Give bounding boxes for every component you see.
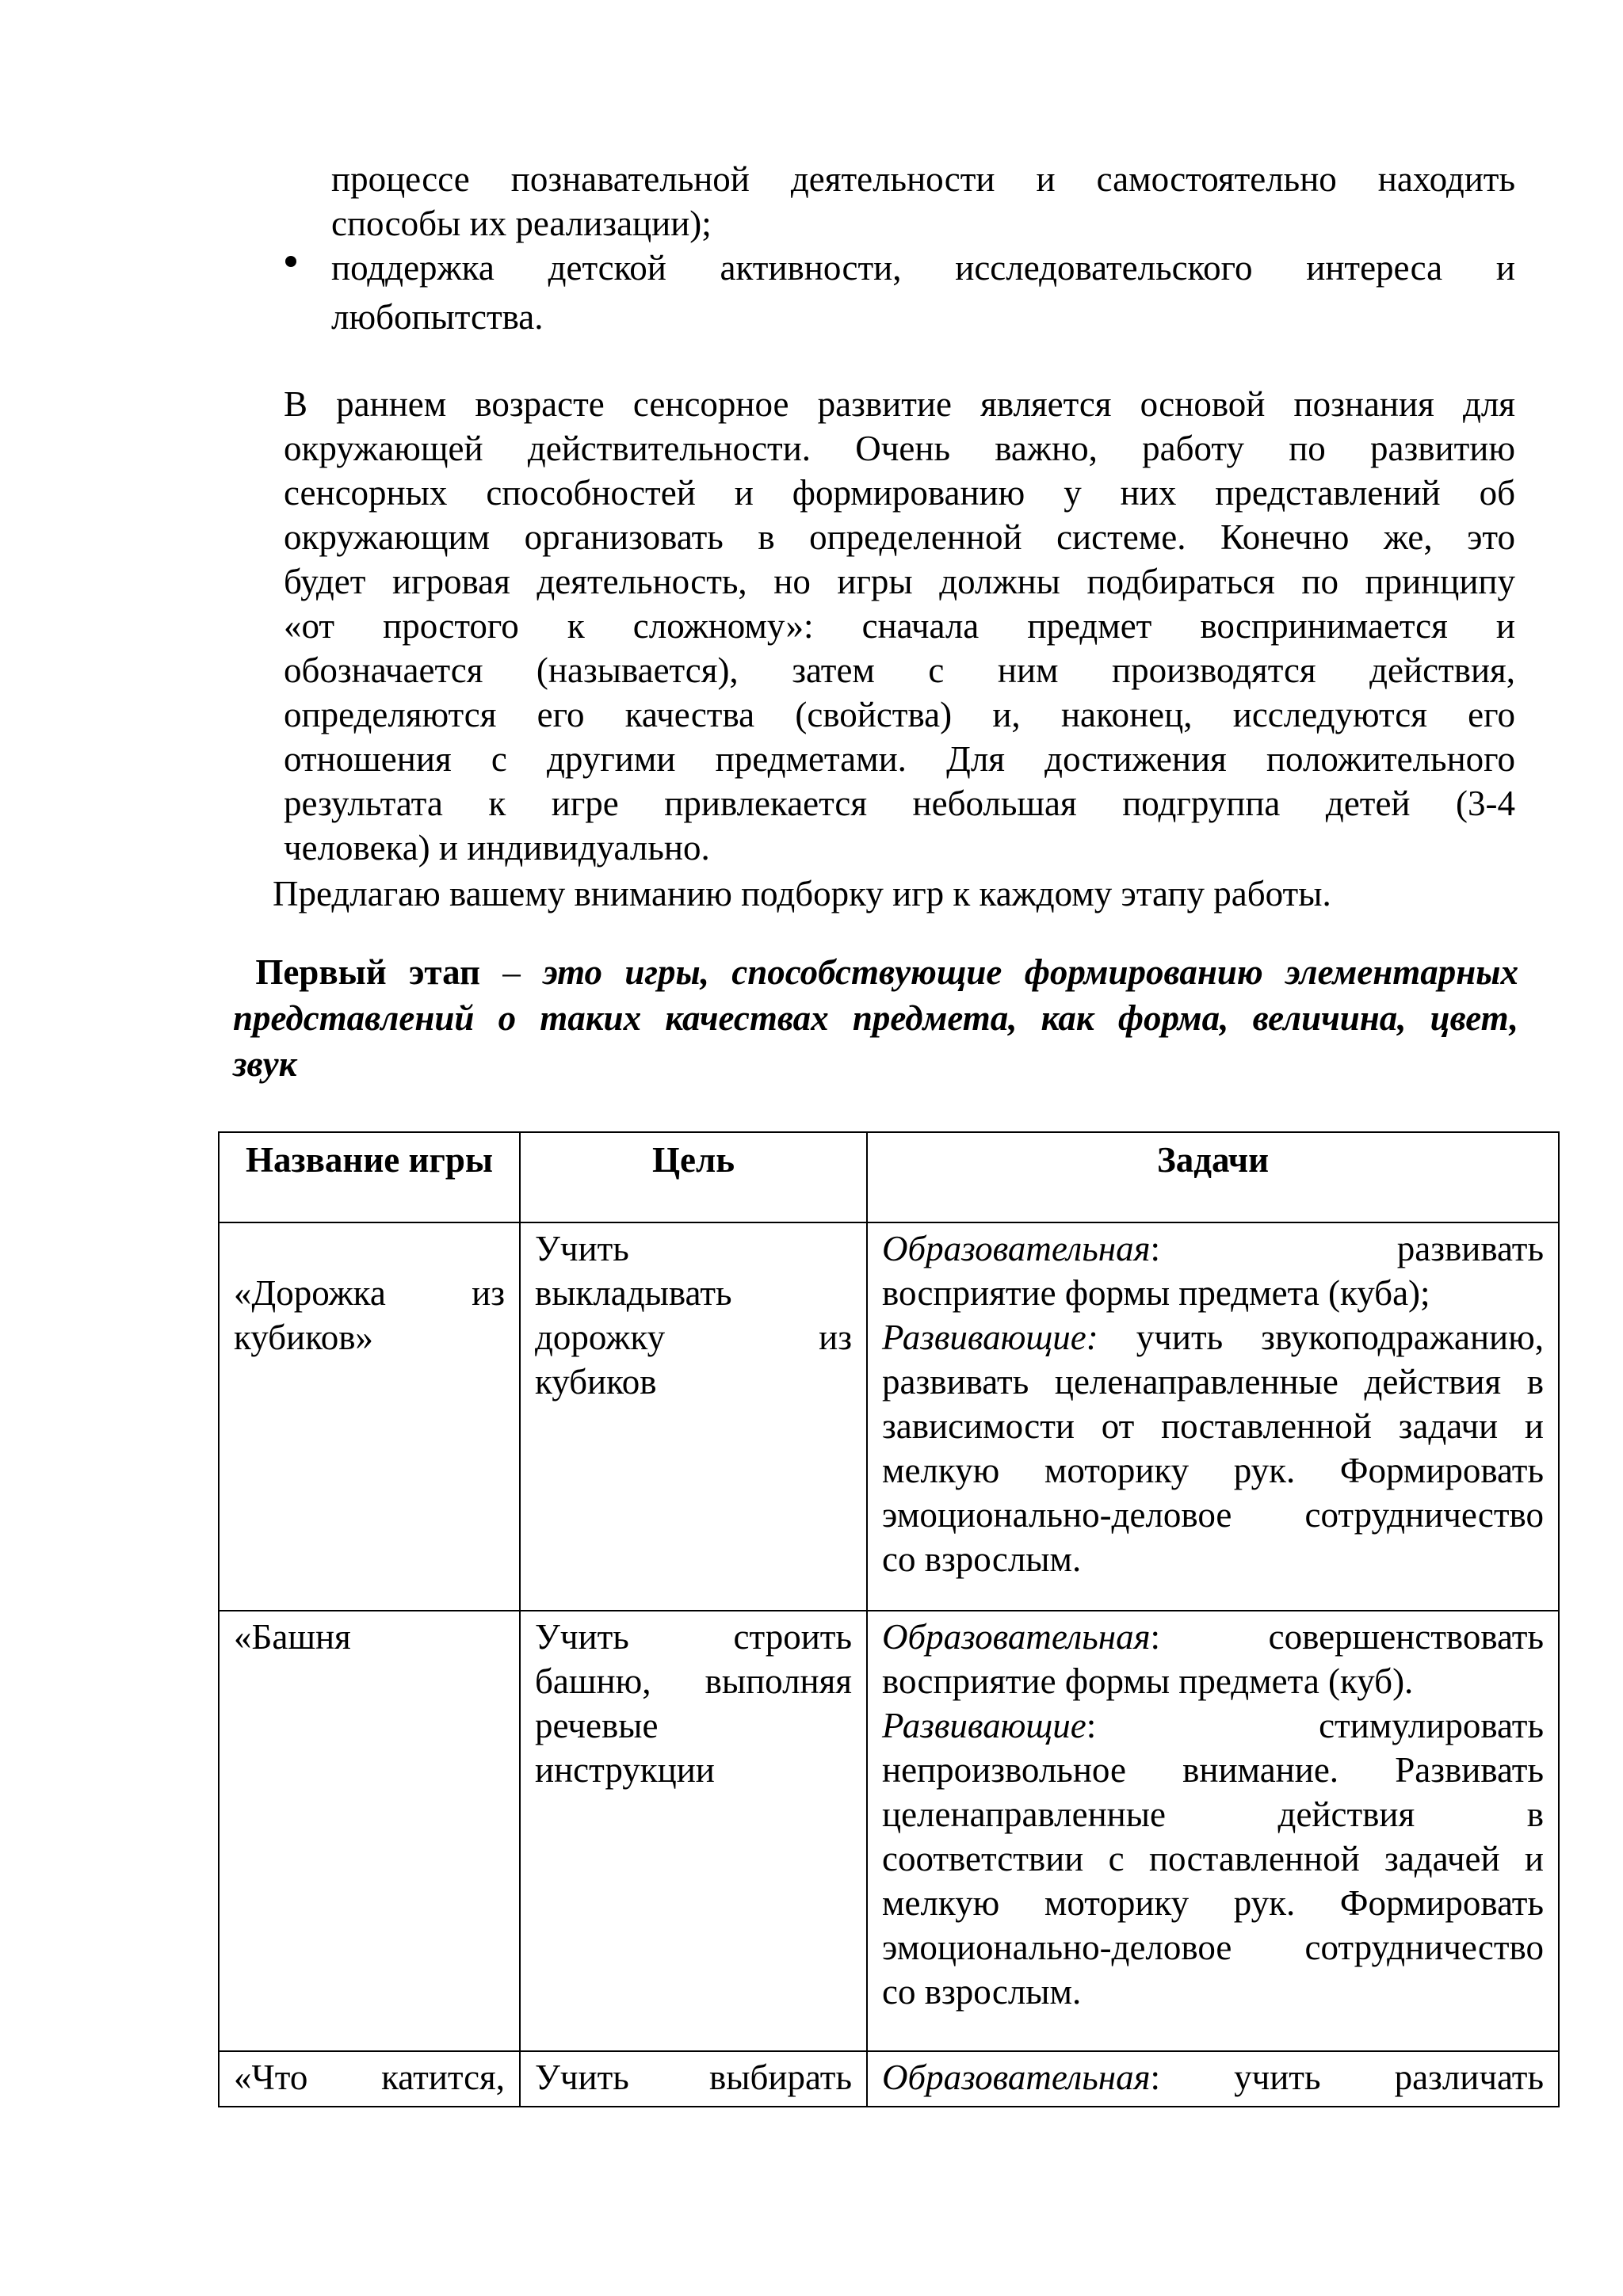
game-name-cell: [219, 1611, 520, 2051]
goal-line: Учить строить: [535, 1617, 852, 1657]
tasks-line: мелкую моторику рук. Формировать: [882, 1451, 1544, 1490]
game-name-line: «Дорожка из: [234, 1273, 505, 1313]
offer-sentence: Предлагаю вашему вниманию подборку игр к каждому этапу работы.: [273, 874, 1331, 913]
tasks-text: учить звукоподражанию,: [1098, 1318, 1544, 1357]
tasks-line: [882, 1315, 1544, 1360]
goal-line: башню, выполняя: [535, 1661, 852, 1701]
developmental-label: Развивающие: [882, 1706, 1086, 1745]
educational-label: Образовательная: [882, 1617, 1151, 1657]
stage-desc: это игры, способствующие формированию элементарных: [543, 952, 1518, 992]
intro-line-1: процессе познавательной деятельности и самостоятельно находить: [331, 159, 1515, 199]
paragraph-line: сенсорных способностей и формированию у них представлений об: [284, 473, 1515, 513]
goal-cell: [520, 2051, 867, 2107]
tasks-line: со взрослым.: [882, 1539, 1082, 1579]
tasks-cell: [867, 1222, 1559, 1611]
tasks-line: [882, 1615, 1544, 1659]
tasks-text: : стимулировать: [1086, 1706, 1544, 1745]
game-name-line: «Что катится,: [234, 2058, 505, 2097]
tasks-text: : развивать: [1150, 1229, 1544, 1268]
header-game-name: Название игры: [219, 1132, 520, 1222]
bullet-line-1: поддержка детской активности, исследовательского интереса и: [331, 248, 1515, 288]
bullet-line-2: любопытства.: [331, 297, 544, 337]
paragraph-line: В раннем возрасте сенсорное развитие является основой познания для: [284, 384, 1515, 424]
paragraph-line: будет игровая деятельность, но игры должны подбираться по принципу: [284, 562, 1515, 601]
tasks-line: непроизвольное внимание. Развивать: [882, 1750, 1544, 1790]
tasks-line: мелкую моторику рук. Формировать: [882, 1883, 1544, 1923]
tasks-line: развивать целенаправленные действия в: [882, 1362, 1544, 1402]
header-goal: Цель: [520, 1132, 867, 1222]
developmental-label: Развивающие:: [882, 1318, 1098, 1357]
educational-label: Образовательная: [882, 2058, 1151, 2097]
games-table: [218, 1131, 1560, 2107]
tasks-line: целенаправленные действия в: [882, 1794, 1544, 1834]
educational-label: Образовательная: [882, 1229, 1151, 1268]
tasks-cell: [867, 2051, 1559, 2107]
paragraph-line: отношения с другими предметами. Для достижения положительного: [284, 739, 1515, 779]
paragraph-line: результата к игре привлекается небольшая подгруппа детей (3-4: [284, 784, 1515, 823]
game-name-cell: [219, 2051, 520, 2107]
tasks-line: [882, 2055, 1544, 2100]
paragraph-line: окружающей действительности. Очень важно, работу по развитию: [284, 429, 1515, 468]
stage-dash: –: [479, 952, 544, 992]
header-tasks: Задачи: [867, 1132, 1559, 1222]
stage-heading-line-3: звук: [233, 1044, 297, 1084]
paragraph-line: человека) и индивидуально.: [284, 828, 710, 868]
goal-line: речевые: [535, 1706, 659, 1745]
table-row: [219, 1611, 1559, 2051]
tasks-text: : учить различать: [1150, 2058, 1544, 2097]
tasks-text: : совершенствовать: [1150, 1617, 1544, 1657]
goal-cell: [520, 1611, 867, 2051]
tasks-line: соответствии с поставленной задачей и: [882, 1839, 1544, 1878]
intro-line-2: способы их реализации);: [331, 204, 712, 243]
tasks-line: [882, 1226, 1544, 1271]
table-header-row: [219, 1132, 1559, 1222]
paragraph-line: определяются его качества (свойства) и, наконец, исследуются его: [284, 695, 1515, 734]
tasks-line: восприятие формы предмета (куб).: [882, 1661, 1414, 1701]
stage-heading-line-1: [233, 949, 1518, 995]
tasks-line: [882, 1703, 1544, 1748]
goal-line: Учить: [535, 1229, 629, 1268]
paragraph-line: «от простого к сложному»: сначала предмет воспринимается и: [284, 606, 1515, 646]
goal-line: дорожку из: [535, 1318, 852, 1357]
goal-line: кубиков: [535, 1362, 657, 1402]
stage-label: Первый этап: [255, 952, 480, 992]
stage-heading-line-2: представлений о таких качествах предмета, как форма, величина, цвет,: [233, 998, 1518, 1038]
paragraph-line: обозначается (называется), затем с ним производятся действия,: [284, 650, 1515, 690]
bullet-icon: [285, 256, 296, 267]
paragraph-line: окружающим организовать в определенной системе. Конечно же, это: [284, 517, 1515, 557]
stage-heading: [233, 949, 1518, 1087]
tasks-line: со взрослым.: [882, 1972, 1082, 2012]
goal-line: инструкции: [535, 1750, 715, 1790]
game-name-line: кубиков»: [234, 1318, 373, 1357]
tasks-line: эмоционально-деловое сотрудничество: [882, 1495, 1544, 1535]
tasks-line: зависимости от поставленной задачи и: [882, 1406, 1544, 1446]
game-name-cell: [219, 1222, 520, 1611]
goal-line: выкладывать: [535, 1273, 732, 1313]
table-row: [219, 2051, 1559, 2107]
tasks-line: восприятие формы предмета (куба);: [882, 1273, 1430, 1313]
goal-line: Учить выбирать: [535, 2058, 852, 2097]
tasks-line: эмоционально-деловое сотрудничество: [882, 1928, 1544, 1967]
tasks-cell: [867, 1611, 1559, 2051]
game-name-line: «Башня: [234, 1617, 351, 1657]
table-row: [219, 1222, 1559, 1611]
goal-cell: [520, 1222, 867, 1611]
